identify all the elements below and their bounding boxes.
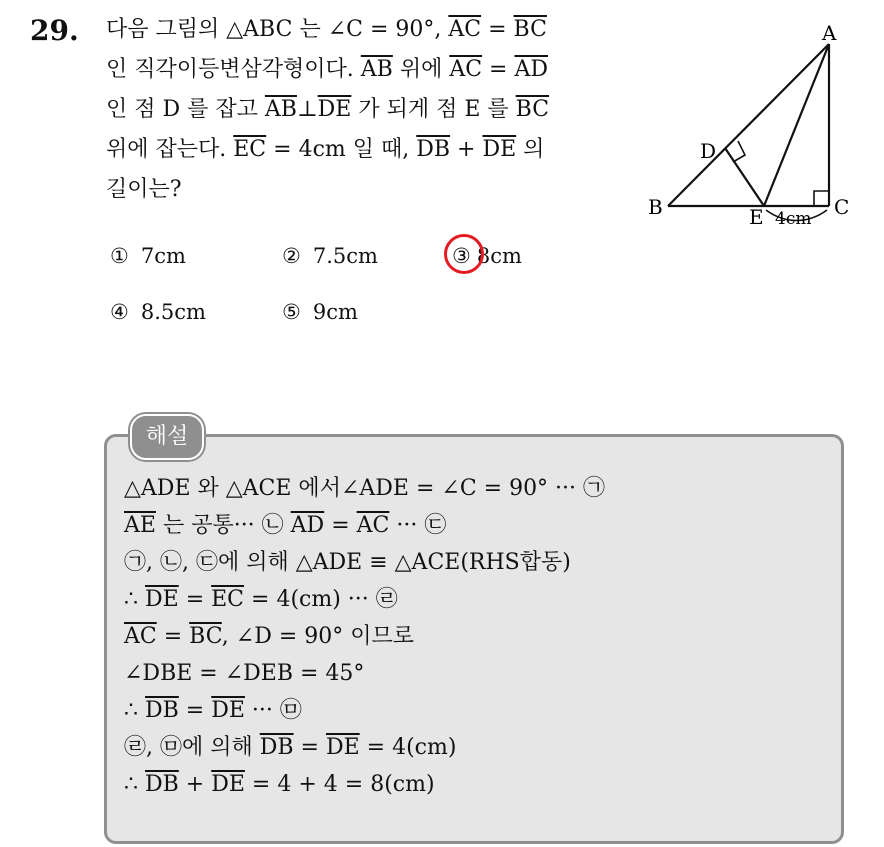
text-line bbox=[106, 90, 636, 130]
question-number: 29. bbox=[30, 14, 79, 47]
question-text bbox=[106, 10, 636, 210]
text-line bbox=[124, 729, 605, 766]
label-b: B bbox=[648, 195, 663, 219]
text-run: = 4cm 일 때, bbox=[266, 137, 417, 162]
text-run: 인 점 D 를 잡고 bbox=[106, 97, 265, 122]
overlined-segment: $\overline{AC}$ bbox=[448, 17, 482, 42]
explanation-tag: 해설 bbox=[130, 414, 204, 460]
text-line bbox=[124, 618, 605, 655]
overlined-segment: $\overline{AC}$ bbox=[356, 513, 390, 538]
overlined-segment: $\overline{AC}$ bbox=[449, 57, 483, 82]
overlined-segment: $\overline{BC}$ bbox=[189, 624, 222, 649]
overlined-segment: $\overline{AD}$ bbox=[290, 513, 325, 538]
text-run: = bbox=[293, 735, 326, 760]
overlined-segment: $\overline{DB}$ bbox=[145, 698, 179, 723]
overlined-segment: $\overline{AE}$ bbox=[124, 513, 156, 538]
label-e: E bbox=[749, 205, 764, 229]
text-run: = 4 + 4 = 8(cm) bbox=[244, 772, 435, 797]
text-run: + bbox=[450, 137, 483, 162]
right-angle-mark-c bbox=[814, 191, 829, 206]
overlined-segment: $\overline{DE}$ bbox=[211, 772, 245, 797]
overlined-segment: $\overline{BC}$ bbox=[515, 97, 550, 122]
text-line bbox=[124, 470, 605, 507]
text-run: = bbox=[481, 17, 514, 42]
text-run: = bbox=[178, 587, 212, 612]
explanation-text bbox=[124, 470, 605, 803]
choice-text: 8.5cm bbox=[140, 300, 206, 324]
text-run: 길이는? bbox=[106, 177, 182, 202]
overlined-segment: $\overline{EC}$ bbox=[233, 137, 267, 162]
text-line bbox=[106, 170, 636, 210]
text-run: 는 공통··· ㉡ bbox=[155, 513, 291, 538]
text-run: = bbox=[178, 698, 212, 723]
label-d: D bbox=[700, 139, 717, 163]
overlined-segment: $\overline{EC}$ bbox=[211, 587, 245, 612]
overlined-segment: $\overline{DE}$ bbox=[325, 735, 360, 760]
segment-de bbox=[725, 148, 764, 206]
text-run: = bbox=[156, 624, 190, 649]
answer-mark-circle bbox=[444, 234, 484, 274]
choice-5[interactable] bbox=[282, 300, 358, 324]
choice-text: 7cm bbox=[140, 244, 186, 268]
choice-2[interactable] bbox=[282, 244, 378, 268]
text-run: ··· ㉢ bbox=[389, 513, 447, 538]
choice-1[interactable] bbox=[110, 244, 186, 268]
text-run: 다음 그림의 △ABC 는 ∠C = 90°, bbox=[106, 17, 449, 42]
text-line bbox=[124, 544, 605, 581]
text-run: 인 직각이등변삼각형이다. bbox=[106, 57, 361, 82]
overlined-segment: $\overline{AB}$ bbox=[360, 57, 393, 82]
text-run: = bbox=[324, 513, 357, 538]
overlined-segment: $\overline{DB}$ bbox=[416, 137, 451, 162]
text-run: ∠DBE = ∠DEB = 45° bbox=[124, 661, 365, 686]
overlined-segment: $\overline{DB}$ bbox=[259, 735, 294, 760]
segment-ae bbox=[764, 44, 829, 206]
text-run: ⊥ bbox=[296, 97, 318, 122]
text-line bbox=[124, 766, 605, 803]
text-run: = 4(cm) ··· ㉣ bbox=[244, 587, 398, 612]
overlined-segment: $\overline{DB}$ bbox=[145, 772, 179, 797]
text-run: + bbox=[178, 772, 212, 797]
choice-4[interactable] bbox=[110, 300, 206, 324]
overlined-segment: $\overline{DE}$ bbox=[211, 698, 245, 723]
choice-text: 7.5cm bbox=[312, 244, 378, 268]
text-run: ··· ㉤ bbox=[244, 698, 302, 723]
text-run: ∴ bbox=[124, 698, 145, 723]
overlined-segment: $\overline{AB}$ bbox=[264, 97, 297, 122]
right-angle-mark-d bbox=[733, 141, 745, 162]
text-line bbox=[106, 10, 636, 50]
choice-number: ④ bbox=[110, 300, 129, 324]
choice-number: ① bbox=[110, 244, 129, 268]
text-line bbox=[106, 50, 636, 90]
overlined-segment: $\overline{DE}$ bbox=[317, 97, 352, 122]
choice-text: 8cm bbox=[476, 244, 522, 268]
overlined-segment: $\overline{AD}$ bbox=[514, 57, 549, 82]
text-line bbox=[124, 655, 605, 692]
label-c: C bbox=[834, 195, 850, 219]
text-run: ㉣, ㉤에 의해 bbox=[124, 735, 260, 760]
text-run: 의 bbox=[516, 137, 545, 162]
text-line bbox=[124, 692, 605, 729]
text-run: 가 되게 점 E 를 bbox=[351, 97, 516, 122]
text-run: 위에 잡는다. bbox=[106, 137, 234, 162]
overlined-segment: $\overline{DE}$ bbox=[482, 137, 517, 162]
triangle-diagram bbox=[640, 14, 860, 229]
text-run: ㉠, ㉡, ㉢에 의해 △ADE ≡ △ACE(RHS합동) bbox=[124, 550, 571, 575]
text-run: ∴ bbox=[124, 772, 145, 797]
choice-number: ② bbox=[282, 244, 301, 268]
text-run: 위에 bbox=[392, 57, 450, 82]
overlined-segment: $\overline{BC}$ bbox=[513, 17, 547, 42]
label-a: A bbox=[822, 21, 837, 45]
choice-number: ③ bbox=[452, 244, 471, 268]
choice-number: ⑤ bbox=[282, 300, 301, 324]
text-run: △ADE 와 △ACE 에서∠ADE = ∠C = 90° ··· ㉠ bbox=[124, 476, 606, 501]
text-run: = 4(cm) bbox=[359, 735, 457, 760]
text-run: ∴ bbox=[124, 587, 145, 612]
text-line bbox=[106, 130, 636, 170]
label-measure: 4cm bbox=[775, 209, 812, 229]
overlined-segment: $\overline{DE}$ bbox=[145, 587, 179, 612]
text-run: , ∠D = 90° 이므로 bbox=[221, 624, 415, 649]
text-line bbox=[124, 507, 605, 544]
text-run: = bbox=[482, 57, 515, 82]
choice-text: 9cm bbox=[312, 300, 358, 324]
text-line bbox=[124, 581, 605, 618]
overlined-segment: $\overline{AC}$ bbox=[124, 624, 157, 649]
